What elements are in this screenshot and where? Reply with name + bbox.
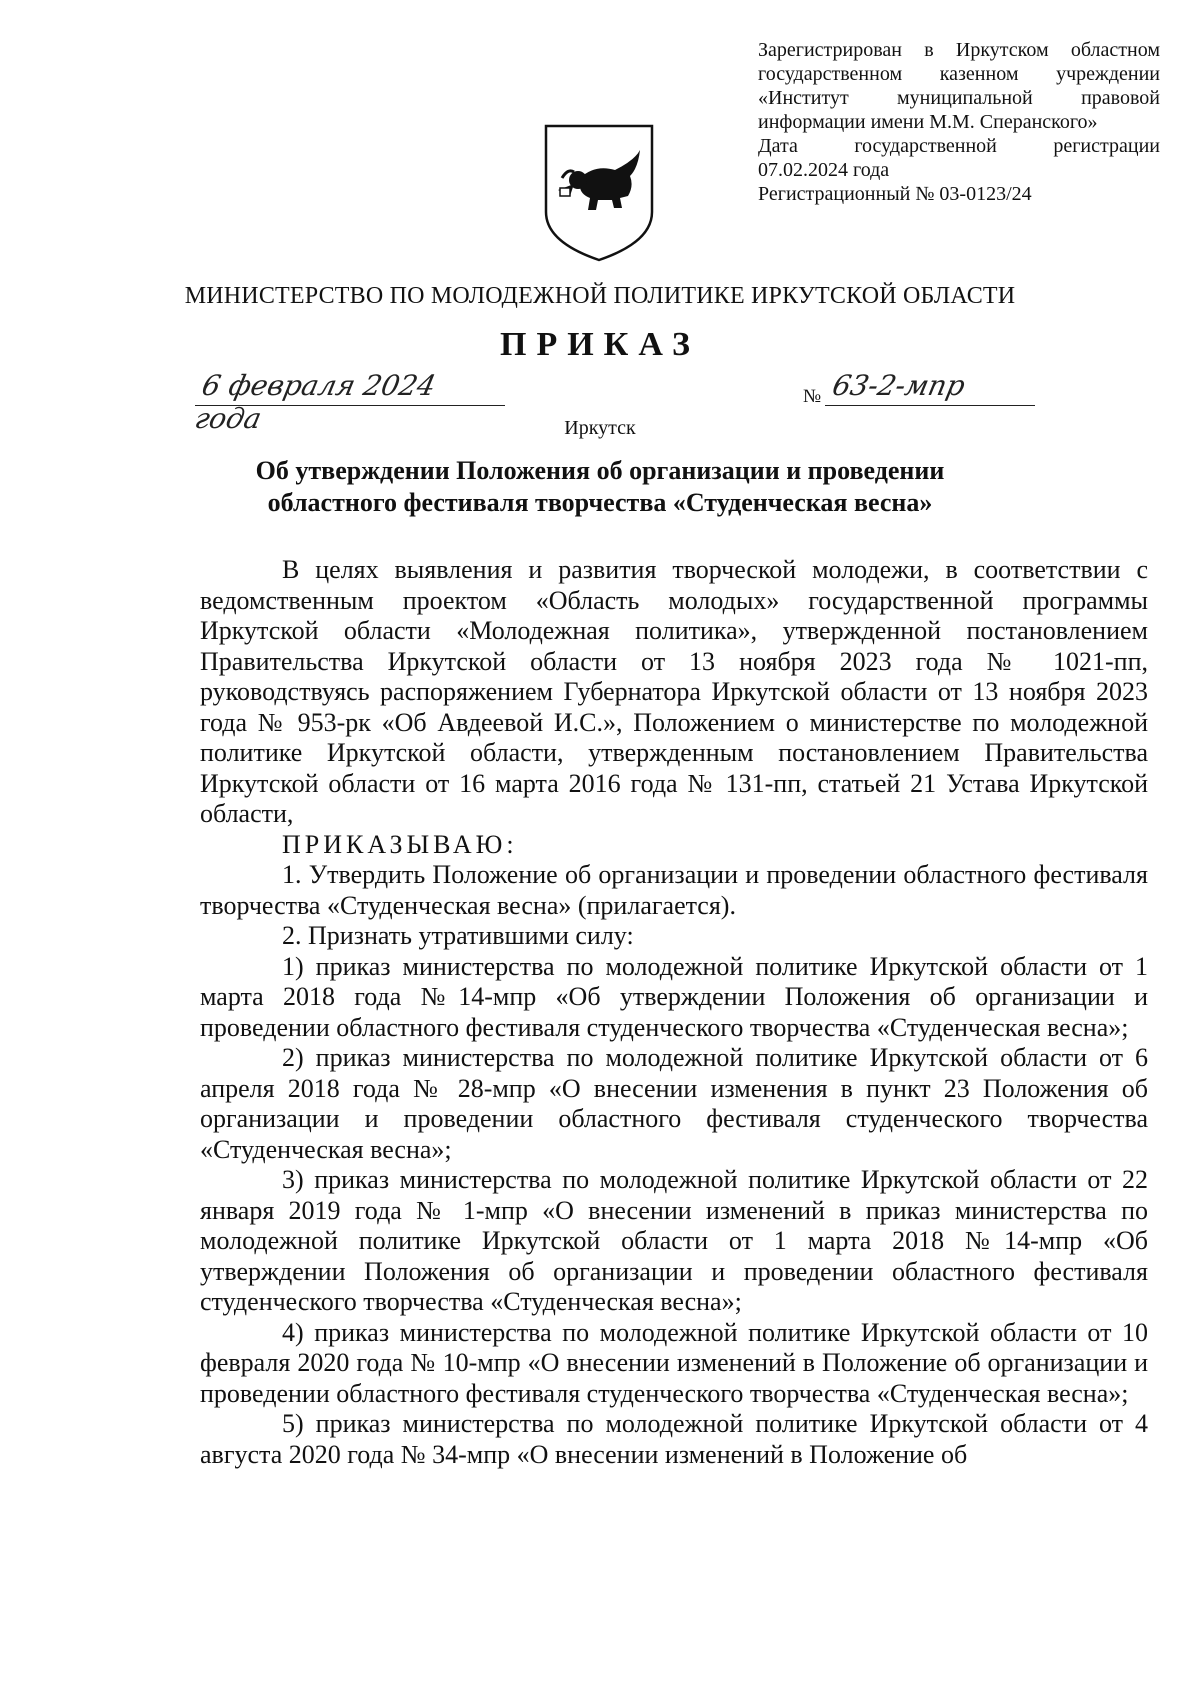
registration-line: «Институт муниципальной правовой — [758, 87, 1160, 109]
ministry-name: МИНИСТЕРСТВО ПО МОЛОДЕЖНОЙ ПОЛИТИКЕ ИРКУТСКОЙ ОБЛАСТИ — [184, 283, 1016, 309]
registration-line: государственном казенном учреждении — [758, 63, 1160, 85]
registration-line: Дата государственной регистрации — [758, 135, 1160, 157]
preamble-paragraph: В целях выявления и развития творческой молодежи, в соответствии с ведомственным проектом «Область молодых» государственной программы Иркутской области «Молодежная политика», утвержденной постановлением Правительства Иркутской области от 13 ноября 2023 года № 1021-пп, руководствуясь распоряжением Губернатора Иркутской области от 13 ноября 2023 года № 953-рк «Об Авдеевой И.С.», Положением о министерстве по молодежной политике Иркутской области, утвержденным постановлением Правительства Иркутской области от 16 марта 2016 года № 131-пп, статьей 21 Устава Иркутской области, — [200, 555, 1148, 828]
clause-paragraph: 1. Утвердить Положение об организации и проведении областного фестиваля творчества «Студенческая весна» (прилагается). — [200, 860, 1148, 920]
handwritten-date: 6 февраля 2024 года — [191, 369, 439, 435]
subclause-paragraph: 5) приказ министерства по молодежной политике Иркутской области от 4 августа 2020 года № 34-мпр «О внесении изменений в Положение об — [200, 1409, 1148, 1469]
irkutsk-coat-of-arms-icon — [540, 120, 658, 265]
number-field — [825, 369, 1035, 406]
subclause-paragraph: 2) приказ министерства по молодежной политике Иркутской области от 6 апреля 2018 года № 28-мпр «О внесении изменения в пункт 23 Положения об организации и проведении областного фестиваля студенческого творчества «Студенческая весна»; — [200, 1043, 1148, 1164]
clause-paragraph: 2. Признать утратившими силу: — [282, 921, 634, 950]
number-label: № — [803, 386, 822, 407]
date-field — [191, 369, 505, 435]
document-title: Об утверждении Положения об организации и проведении областного фестиваля творчества «Студенческая весна» — [255, 456, 945, 517]
subclause-paragraph: 3) приказ министерства по молодежной политике Иркутской области от 22 января 2019 года № 1-мпр «О внесении изменений в приказ министерства по молодежной политике Иркутской области от 1 марта 2018 №14-мпр «Об утверждении Положения об организации и проведении областного фестиваля студенческого творчества «Студенческая весна»; — [200, 1165, 1148, 1316]
registration-number: Регистрационный № 03-0123/24 — [758, 183, 1032, 205]
subclause-paragraph: 4) приказ министерства по молодежной политике Иркутской области от 10 февраля 2020 года № 10-мпр «О внесении изменений в Положение об организации и проведении областного фестиваля студенческого творчества «Студенческая весна»; — [200, 1317, 1148, 1408]
handwritten-number: 63-2-мпр — [829, 369, 969, 402]
registration-date: 07.02.2024 года — [758, 159, 890, 181]
city: Иркутск — [564, 417, 636, 439]
registration-line: Зарегистрирован в Иркутском областном — [758, 39, 1160, 61]
document-type: ПРИКАЗ — [500, 326, 700, 363]
order-keyword: ПРИКАЗЫВАЮ: — [282, 829, 518, 859]
registration-stamp — [758, 38, 1160, 206]
subclause-paragraph: 1) приказ министерства по молодежной политике Иркутской области от 1 марта 2018 года №14-мпр «Об утверждении Положения об организации и проведении областного фестиваля студенческого творчества «Студенческая весна»; — [200, 951, 1148, 1042]
registration-line: информации имени М.М. Сперанского» — [758, 111, 1098, 133]
document-body — [200, 555, 1148, 1470]
